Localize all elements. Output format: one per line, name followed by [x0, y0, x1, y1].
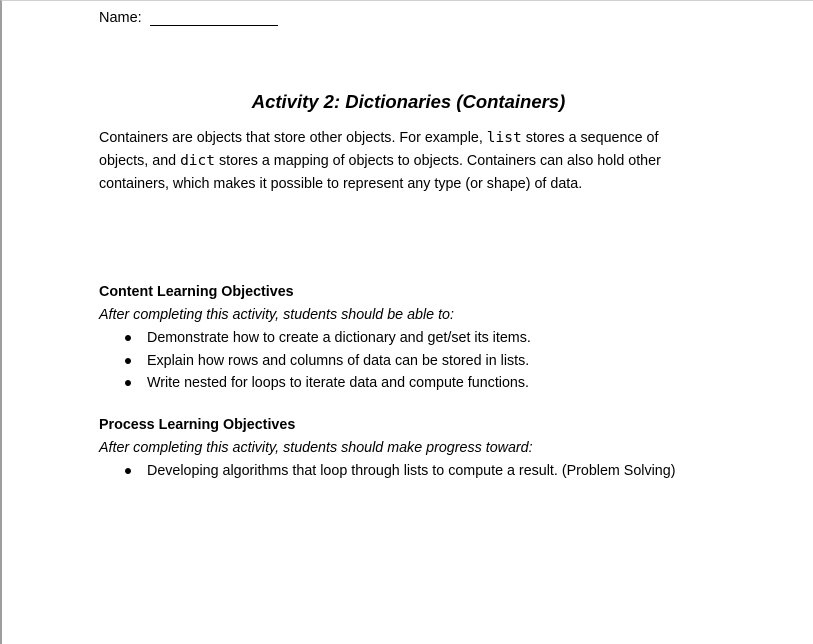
list-item-text: Explain how rows and columns of data can be stored in lists.	[147, 352, 530, 369]
process-objectives-subheading: After completing this activity, students should make progress toward:	[99, 440, 533, 456]
process-objectives-list	[99, 460, 739, 483]
activity-title: Activity 2: Dictionaries (Containers)	[251, 91, 566, 112]
content-objectives-heading: Content Learning Objectives	[99, 284, 294, 300]
bullet-icon	[125, 358, 131, 364]
process-objectives-heading: Process Learning Objectives	[99, 417, 296, 433]
content-objectives-subheading: After completing this activity, students should be able to:	[99, 307, 454, 323]
list-item-text: Demonstrate how to create a dictionary and get/set its items.	[147, 330, 531, 346]
list-item	[125, 460, 739, 483]
bullet-icon	[125, 335, 131, 341]
code-list: list	[486, 130, 522, 146]
content-objectives-section	[99, 281, 739, 395]
code-dict: dict	[180, 153, 215, 169]
intro-text-1: Containers are objects that store other objects. For example,	[99, 130, 487, 146]
process-objectives-section	[99, 414, 739, 483]
content-objectives-list	[99, 327, 739, 395]
list-item-text: Developing algorithms that loop through lists to compute a result. (Problem Solving)	[147, 463, 676, 479]
intro-text-3: stores a mapping of objects to objects. Containers can also hold other containers, which makes it possible to represent any type (or shape) of data.	[99, 153, 661, 192]
list-item-text: Write nested for loops to iterate data and compute functions.	[147, 375, 530, 391]
name-label: Name:	[99, 10, 142, 26]
name-field	[99, 10, 278, 26]
intro-text-2: stores a sequence of objects, and	[99, 130, 659, 169]
bullet-icon	[125, 380, 131, 386]
bullet-icon	[125, 468, 131, 474]
intro-paragraph	[99, 127, 699, 196]
name-blank-line	[150, 11, 278, 26]
list-item	[125, 350, 739, 373]
list-item	[125, 372, 739, 395]
list-item	[125, 327, 739, 350]
